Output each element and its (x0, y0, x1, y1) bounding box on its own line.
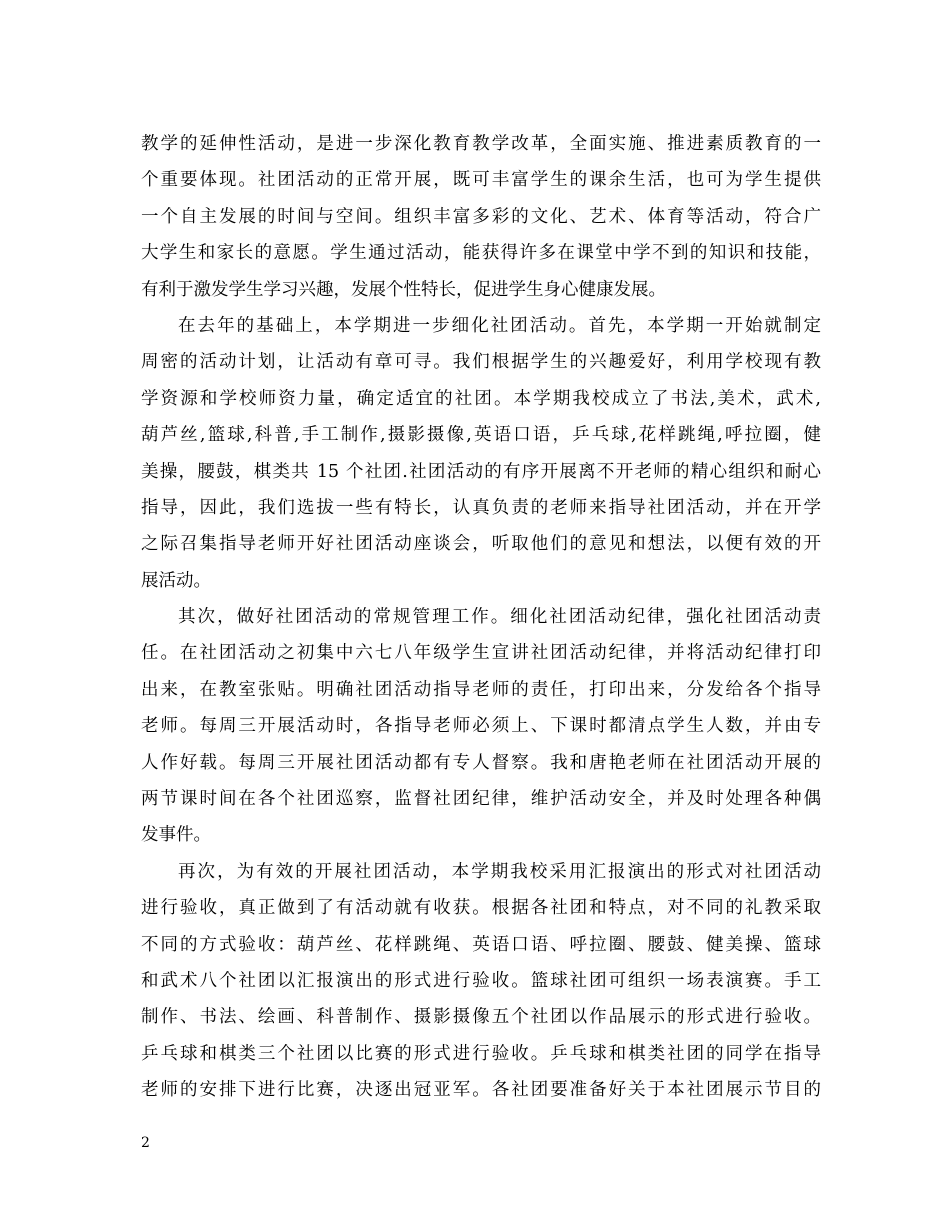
text-line: 不同的方式验收：葫芦丝、花样跳绳、英语口语、呼拉圈、腰鼓、健美操、篮球 (141, 934, 821, 955)
page-number: 2 (141, 1135, 150, 1151)
paragraph (141, 308, 821, 599)
text-line: 和武术八个社团以汇报演出的形式进行验收。篮球社团可组织一场表演赛。手工 (141, 970, 821, 991)
paragraph (141, 126, 821, 308)
text-line: 之际召集指导老师开好社团活动座谈会，听取他们的意见和想法，以便有效的开 (141, 534, 821, 555)
text-line: 人作好载。每周三开展社团活动都有专人督察。我和唐艳老师在社团活动开展的 (141, 752, 821, 773)
text-line: 进行验收，真正做到了有活动就有收获。根据各社团和特点，对不同的礼教采取 (141, 898, 821, 919)
paragraph (141, 854, 821, 1109)
text-line: 乒乓球和棋类三个社团以比赛的形式进行验收。乒乓球和棋类社团的同学在指导 (141, 1043, 821, 1064)
text-line: 任。在社团活动之初集中六七八年级学生宣讲社团活动纪律，并将活动纪律打印 (141, 643, 821, 664)
text-line: 制作、书法、绘画、科普制作、摄影摄像五个社团以作品展示的形式进行验收。 (141, 1007, 821, 1028)
text-line: 两节课时间在各个社团巡察，监督社团纪律，维护活动安全，并及时处理各种偶 (141, 789, 821, 810)
text-line: 其次，做好社团活动的常规管理工作。细化社团活动纪律，强化社团活动责 (178, 607, 821, 628)
text-line: 周密的活动计划，让活动有章可寻。我们根据学生的兴趣爱好，利用学校现有教 (141, 352, 821, 373)
text-line: 老师。每周三开展活动时，各指导老师必须上、下课时都清点学生人数，并由专 (141, 716, 821, 737)
text-line: 一个自主发展的时间与空间。组织丰富多彩的文化、艺术、体育等活动，符合广 (141, 206, 821, 227)
text-line: 再次，为有效的开展社团活动，本学期我校采用汇报演出的形式对社团活动 (178, 861, 821, 882)
text-line: 美操，腰鼓，棋类共 15 个社团.社团活动的有序开展离不开老师的精心组织和耐心 (141, 461, 821, 482)
text-line: 展活动。 (141, 570, 211, 591)
text-line: 发事件。 (141, 825, 211, 846)
text-line: 大学生和家长的意愿。学生通过活动，能获得许多在课堂中学不到的知识和技能， (141, 243, 821, 264)
text-line: 个重要体现。社团活动的正常开展，既可丰富学生的课余生活，也可为学生提供 (141, 170, 821, 191)
text-line: 在去年的基础上，本学期进一步细化社团活动。首先，本学期一开始就制定 (178, 315, 821, 336)
text-line: 葫芦丝,篮球,科普,手工制作,摄影摄像,英语口语，乒乓球,花样跳绳,呼拉圈，健 (141, 425, 821, 446)
paragraph (141, 599, 821, 854)
text-line: 有利于激发学生学习兴趣，发展个性特长，促进学生身心健康发展。 (141, 279, 666, 300)
text-line: 老师的安排下进行比赛，决逐出冠亚军。各社团要准备好关于本社团展示节目的 (141, 1080, 821, 1101)
body-text (141, 126, 821, 1109)
text-line: 出来，在教室张贴。明确社团活动指导老师的责任，打印出来，分发给各个指导 (141, 679, 821, 700)
text-line: 指导，因此，我们选拔一些有特长，认真负责的老师来指导社团活动，并在开学 (141, 497, 821, 518)
text-line: 教学的延伸性活动，是进一步深化教育教学改革，全面实施、推进素质教育的一 (141, 134, 821, 154)
text-line: 学资源和学校师资力量，确定适宜的社团。本学期我校成立了书法,美术，武术, (141, 388, 821, 409)
